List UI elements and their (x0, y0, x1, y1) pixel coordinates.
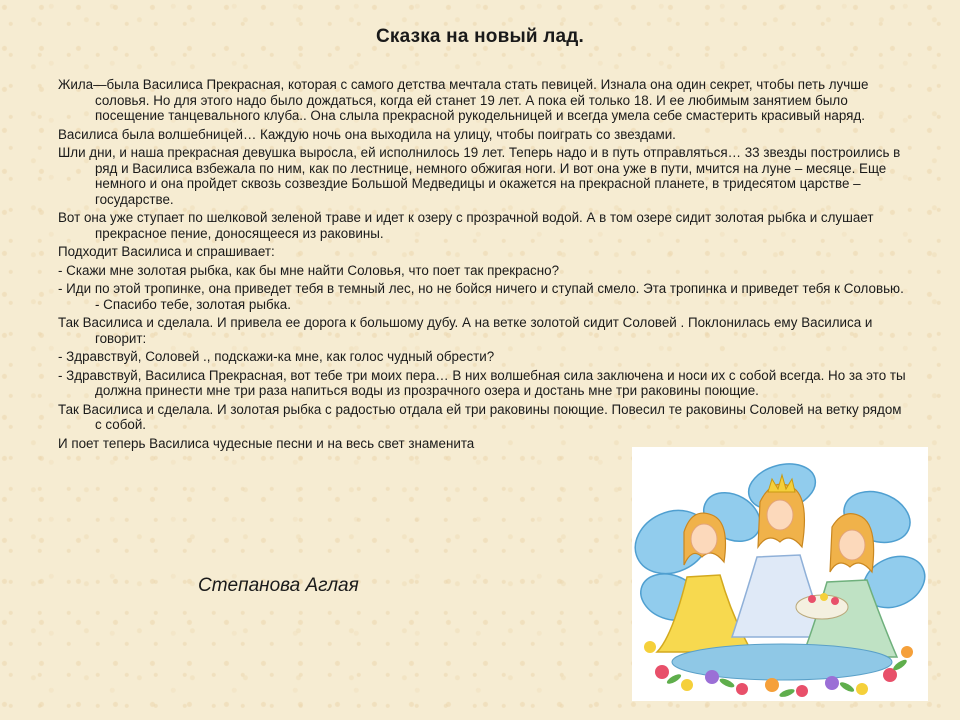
story-paragraph: Василиса была волшебницей… Каждую ночь она выходила на улицу, чтобы поиграть со звездами. (58, 126, 676, 142)
fairy-dresses (657, 555, 897, 657)
story-paragraph: Подходит Василиса и спрашивает: (58, 244, 275, 259)
story-paragraph: И поет теперь Василиса чудесные песни и на весь свет знаменита (58, 435, 475, 451)
story-paragraph: Вот она уже ступает по шелковой зеленой траве и идет к озеру с прозрачной водой. А в том озере сидит золотая рыбка и слушает прекрасное пение, доносящееся из раковины. (58, 210, 874, 241)
pond (672, 644, 892, 680)
story-paragraph: Так Василиса и сделала. И золотая рыбка с радостью отдала ей три раковины поющие. Повесил те раковины Соловей на ветку рядом с собой. (58, 401, 902, 432)
fairies-picture (632, 447, 928, 701)
story-paragraph: - Здравствуй, Соловей ., подскажи-ка мне, как голос чудный обрести? (58, 349, 495, 364)
story-paragraph: - Скажи мне золотая рыбка, как бы мне найти Соловья, что поет так прекрасно? (58, 262, 560, 278)
story-paragraph: - Здравствуй, Василиса Прекрасная, вот тебе три моих пера… В них волшебная сила заключена и носи их с собой всегда. Но за это ты должна принести мне три раза напиться воды из прозрачного озера и достань мне три раковины поющие. (58, 367, 906, 398)
story-paragraph: - Иди по этой тропинке, она приведет тебя в темный лес, но не бойся ничего и ступай смело. Эта тропинка и приведет тебя к Соловью. - Спасибо тебе, золотая рыбка. (58, 281, 904, 312)
story-paragraph: Жила—была Василиса Прекрасная, которая с самого детства мечтала стать певицей. Изнала она один секрет, чтобы петь лучше соловья. Но для этого надо было дождаться, когда ей станет 19 лет. А пока ей только 18. И ее любимым занятием было посещение танцевального клуба.. Она слыла прекрасной рукодельницей и всегда умела себе смастерить красивый наряд. (58, 77, 869, 123)
author-signature: Степанова Аглая (198, 575, 359, 596)
fairies-illustration (632, 447, 928, 701)
story-text (58, 77, 908, 454)
story-title: Сказка на новый лад. (375, 26, 585, 47)
story-paragraph: Так Василиса и сделала. И привела ее дорога к большому дубу. А на ветке золотой сидит Соловей . Поклонилась ему Василиса и говорит: (58, 315, 873, 346)
story-paragraph: Шли дни, и наша прекрасная девушка выросла, ей исполнилось 19 лет. Теперь надо и в путь отправляться… 33 звезды построились в ряд и Василиса взбежала по ним, как по лестнице, немного обжигая ноги. И вот она уже в пути, мчится на луне – месяце. Еще немного и она пройдет сквозь созвездие Большой Медведицы и окажется на прекрасной планете, в тридесятом царстве – государстве. (58, 145, 901, 207)
